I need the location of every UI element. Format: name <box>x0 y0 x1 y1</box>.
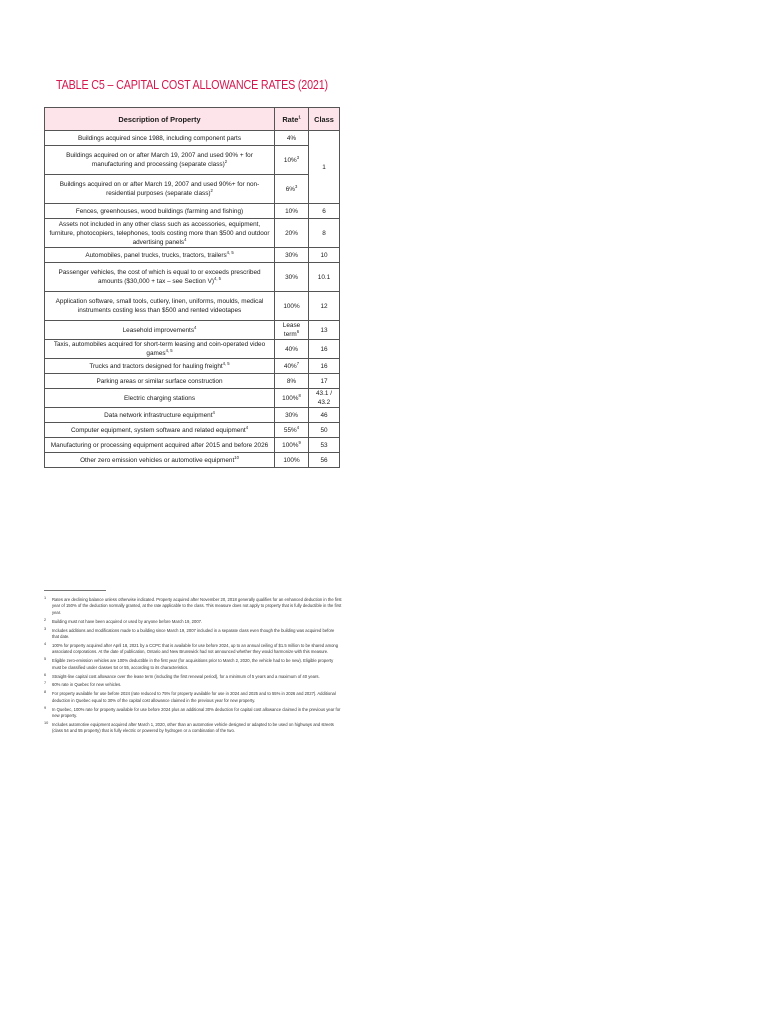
cell-description <box>45 248 275 263</box>
footnote-text: 100% for property acquired after April 18, 2021 by a CCPC that is available for use before 2024, up to an annual ceiling of $1.5 million to be shared among associated corporations. At the date of publication, Ontario and New Brunswick had not announced whether they would harmonize with this measure. <box>52 642 339 655</box>
rate-text: 100% <box>283 456 300 464</box>
table-row <box>45 146 340 175</box>
cell-description <box>45 219 275 248</box>
description-footnote-ref: 4 <box>245 424 249 430</box>
footnote <box>44 658 342 671</box>
footnote-number: 9 <box>44 705 47 710</box>
rate-text: 40% <box>283 362 297 370</box>
rate-text: 8% <box>286 377 297 385</box>
description-text: Trucks and tractors designed for hauling freight <box>89 362 223 370</box>
cell-description <box>45 453 275 468</box>
cell-class: 12 <box>309 292 340 321</box>
footnote <box>44 707 342 720</box>
footnote-number: 8 <box>44 690 47 695</box>
table-row <box>45 175 340 204</box>
table-row <box>45 131 340 146</box>
description-text: Automobiles, panel trucks, trucks, tractors, trailers <box>85 251 227 259</box>
cell-class: 16 <box>309 340 340 359</box>
footnote <box>44 628 342 641</box>
description-footnote-ref: 10 <box>234 454 239 460</box>
cell-rate <box>275 389 309 408</box>
description-footnote-ref: 4 <box>212 409 215 415</box>
footnotes <box>44 590 342 737</box>
cell-class: 17 <box>309 374 340 389</box>
table-row <box>45 438 340 453</box>
footnote <box>44 643 342 656</box>
footnote-text: Includes automotive equipment acquired after March 1, 2020, other than an automotive vehicle designed or adapted to be used on highways and streets (class 54 and 55 property) that is fully electric or powered by hydrogen or a combination of the two. <box>52 722 334 734</box>
table-row <box>45 219 340 248</box>
cell-description <box>45 131 275 146</box>
cell-description <box>45 423 275 438</box>
description-text: Computer equipment, system software and related equipment <box>70 426 246 434</box>
cell-rate <box>275 131 309 146</box>
description-text: Electric charging stations <box>123 394 196 402</box>
footnote-text: 60% rate in Quebec for new vehicles. <box>52 682 122 688</box>
footnote-text: Includes additions and modifications made to a building since March 19, 2007 included in a separate class even though the building was acquired before that date. <box>52 627 335 640</box>
cell-description <box>45 408 275 423</box>
rate-footnote-ref: 6 <box>296 328 300 334</box>
description-text: Leasehold improvements <box>122 326 195 334</box>
cell-rate <box>275 359 309 374</box>
description-text: Buildings acquired on or after March 19, 2007 and used 90%+ for non-residential purposes (separate class) <box>59 181 260 197</box>
rate-text: 4% <box>286 134 297 142</box>
footnote <box>44 619 342 625</box>
rate-text: 100% <box>282 441 299 449</box>
table-row <box>45 204 340 219</box>
description-text: Taxis, automobiles acquired for short-term leasing and coin-operated video games <box>53 341 266 357</box>
cell-description <box>45 321 275 340</box>
cell-description <box>45 340 275 359</box>
table-row <box>45 321 340 340</box>
rate-text: 6% <box>285 185 295 193</box>
rate-text: 30% <box>285 273 298 281</box>
header-rate-label: Rate <box>282 114 299 124</box>
description-text: Assets not included in any other class such as accessories, equipment, furniture, photocopiers, telephones, tools costing more than $500 and outdoor advertising panels <box>49 220 270 246</box>
header-description: Description of Property <box>45 108 275 131</box>
rate-text: 30% <box>285 411 298 419</box>
table-row <box>45 263 340 292</box>
cell-description <box>45 359 275 374</box>
cell-rate <box>275 438 309 453</box>
rate-text: 55% <box>283 426 297 434</box>
footnote <box>44 597 342 616</box>
footnote-text: For property available for use before 2024 (rate reduced to 75% for property available for use in 2024 and 2025 and to 55% in 2026 and 2027). Additional deduction in Quebec equal to 30% of the capital cost allowance claimed in the previous year for new property. <box>52 691 336 703</box>
description-text: Buildings acquired on or after March 19, 2007 and used 90% + for manufacturing and processing (separate class) <box>66 152 253 168</box>
cell-description <box>45 389 275 408</box>
cell-rate <box>275 219 309 248</box>
rate-text: 100% <box>282 394 299 402</box>
footnote-number: 5 <box>44 657 47 662</box>
rate-footnote-ref: 7 <box>296 360 300 366</box>
rate-footnote-ref: 4 <box>296 424 300 430</box>
description-text: Buildings acquired since 1988, including component parts <box>77 134 242 142</box>
cell-class: 6 <box>309 204 340 219</box>
description-footnote-ref: 4 <box>184 236 187 242</box>
footnote-number: 2 <box>44 617 47 622</box>
footnote-text: Straight-line capital cost allowance over the lease term (including the first renewal period), for a minimum of 5 years and a maximum of 40 years. <box>52 673 320 679</box>
description-text: Parking areas or similar surface construction <box>96 377 223 385</box>
cell-rate <box>275 292 309 321</box>
cell-description <box>45 263 275 292</box>
cell-rate <box>275 248 309 263</box>
cell-description <box>45 175 275 204</box>
cell-class: 16 <box>309 359 340 374</box>
description-text: Manufacturing or processing equipment acquired after 2015 and before 2026 <box>50 441 269 449</box>
cell-class: 13 <box>309 321 340 340</box>
cell-description <box>45 146 275 175</box>
description-text: Data network infrastructure equipment <box>104 411 213 419</box>
table-title: TABLE C5 – CAPITAL COST ALLOWANCE RATES (2021) <box>56 78 328 92</box>
cell-class: 8 <box>309 219 340 248</box>
rate-text: 100% <box>283 302 300 310</box>
table-row <box>45 374 340 389</box>
footnote-number: 6 <box>44 672 47 677</box>
cell-description <box>45 374 275 389</box>
header-rate-sup: 1 <box>298 114 301 120</box>
description-footnote-ref: 4, 5 <box>222 360 230 366</box>
footnote-text: Eligible zero-emission vehicles are 100% deductible in the first year (for acquisitions prior to March 2, 2020, the vehicle had to be new). Eligible property must be classified under classes 54 or 55, according to its characteristics. <box>52 658 334 670</box>
rate-text: Lease term <box>282 322 301 338</box>
cell-class: 43.1 / 43.2 <box>309 389 340 408</box>
table-row <box>45 359 340 374</box>
cell-rate <box>275 453 309 468</box>
description-text: Fences, greenhouses, wood buildings (farming and fishing) <box>75 207 244 215</box>
rate-text: 10% <box>285 207 298 215</box>
table-row <box>45 389 340 408</box>
footnote-number: 10 <box>44 721 49 725</box>
footnote-number: 4 <box>44 641 47 646</box>
rate-footnote-ref: 9 <box>298 439 301 445</box>
table-row <box>45 423 340 438</box>
rate-footnote-ref: 3 <box>296 154 300 160</box>
description-text: Passenger vehicles, the cost of which is equal to or exceeds prescribed amounts ($30,000 + tax – see Section V) <box>58 269 261 285</box>
table-header-row <box>45 108 340 131</box>
rate-footnote-ref: 8 <box>298 392 301 398</box>
footnote-text: Building must not have been acquired or used by anyone before March 19, 2007. <box>52 618 203 624</box>
cell-rate <box>275 263 309 292</box>
footnote-number: 3 <box>44 626 47 631</box>
rate-text: 40% <box>285 345 298 353</box>
cell-class: 46 <box>309 408 340 423</box>
footnote <box>44 691 342 704</box>
table-row <box>45 453 340 468</box>
cell-description <box>45 204 275 219</box>
cell-rate <box>275 423 309 438</box>
footnote <box>44 674 342 680</box>
description-footnote-ref: 4, 5 <box>165 347 173 353</box>
description-footnote-ref: 2 <box>224 158 228 164</box>
rate-text: 10% <box>283 156 297 164</box>
cell-description <box>45 292 275 321</box>
table-row <box>45 408 340 423</box>
cell-rate <box>275 374 309 389</box>
footnote <box>44 722 342 735</box>
cell-rate <box>275 204 309 219</box>
footnote-number: 7 <box>44 681 47 686</box>
description-text: Other zero emission vehicles or automotive equipment <box>80 456 235 464</box>
rate-text: 20% <box>285 229 298 237</box>
cca-rates-table <box>44 107 340 468</box>
cell-rate <box>275 408 309 423</box>
cell-rate <box>275 175 309 204</box>
table-row <box>45 248 340 263</box>
footnote-text: In Quebec, 100% rate for property available for use before 2024 plus an additional 30% deduction for capital cost allowance claimed in the previous year for new property. <box>52 706 341 719</box>
header-rate <box>275 108 309 131</box>
cell-class: 50 <box>309 423 340 438</box>
cell-class: 1 <box>309 131 340 204</box>
cell-rate <box>275 146 309 175</box>
table-row <box>45 340 340 359</box>
cell-rate <box>275 321 309 340</box>
cell-class: 10 <box>309 248 340 263</box>
table-row <box>45 292 340 321</box>
footnote <box>44 682 342 688</box>
rate-text: 30% <box>285 251 298 259</box>
cell-class: 53 <box>309 438 340 453</box>
footnote-number: 1 <box>44 596 47 600</box>
footnote-rule <box>44 590 106 591</box>
description-footnote-ref: 4 <box>194 324 197 330</box>
cell-class: 10.1 <box>309 263 340 292</box>
description-text: Application software, small tools, cutlery, linen, uniforms, moulds, medical instruments costing less than $500 and rented videotapes <box>55 298 264 314</box>
description-footnote-ref: 4, 5 <box>226 249 234 255</box>
cell-description <box>45 438 275 453</box>
cell-rate <box>275 340 309 359</box>
cell-class: 56 <box>309 453 340 468</box>
header-class: Class <box>309 108 340 131</box>
description-footnote-ref: 2 <box>210 187 213 193</box>
description-footnote-ref: 4, 5 <box>214 275 221 281</box>
rate-footnote-ref: 3 <box>294 183 298 189</box>
footnote-text: Rates are declining balance unless otherwise indicated. Property acquired after November 20, 2018 generally qualifies for an enhanced deduction in the first year of 150% of the deduction normally granted, at the rate applicable to the class. This measure does not apply to property that is fully deductible in the first year. <box>52 597 342 615</box>
